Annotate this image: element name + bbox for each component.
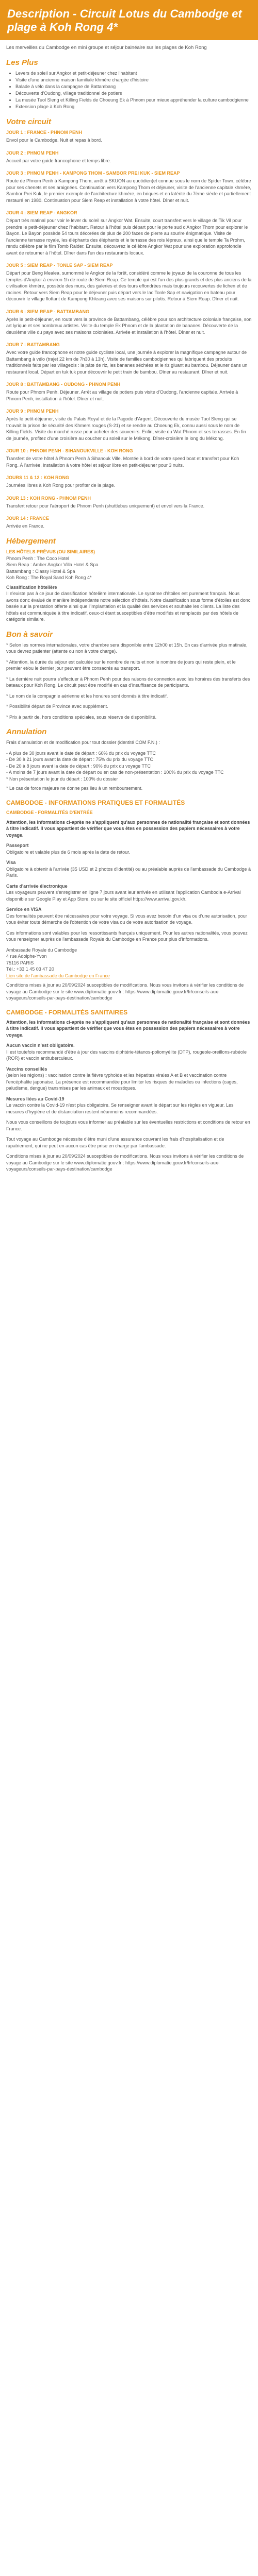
day-text: Route de Phnom Penh à Kampong Thom, arrêt à SKUON au quotidien(et connue sous le nom de Spider Town, célèbre pour ses chenets et ses araignées. Continuation vers Kampong Thom et déjeuner, visite de l'ancienne capitale khmère, Sambor Prei Kuk, le premier exemple de l'architecture khmère, en briques et en latérite du 7ème siècle et partiellement restauré en 1980. Continuation pour Siem Reap et installation à votre hôtel. Dîner et nuit. [6,178,251,203]
day-item [6,474,252,489]
hotel-line: Battambang : Classy Hotel & Spa [6,568,75,574]
hebergement-heading: Hébergement [6,536,56,546]
passport-title: Passeport [6,843,29,848]
day-text: Arrivée en France. [6,523,45,529]
day-item [6,210,252,256]
assurance-text: Tout voyage au Cambodge nécessite d'être muni d'une assurance couvrant les frais d'hospitalisation et de rapatriement, qui ne peut en aucun cas être prise en charge par l'ambassade. [6,1137,224,1148]
plus-heading: Les Plus [6,58,38,67]
plus-item: • Balade à vélo dans la campagne de Battambang [15,83,252,90]
classification-text: Il n'existe pas à ce jour de classification hôtelière internationale. Le système d'étoiles est purement français. Nous avons donc évalué de manière indépendante notre sélection d'hôtels. Notre classification sous forme d'étoiles est donc basée sur la prestation offerte ainsi que l'implantation et la qualité des services et souhaite les clients. La liste des hôtels est communiquée à titre indicatif, ceux-ci étant susceptibles d'être modifiés et remplacés par des hôtels de catégorie similaire. [6,591,251,622]
day-text: Départ pour Beng Mealea, surnommé le Angkor de la forêt, considéré comme le joyaux de la couronne de tous les temples d'Angkor à environ 1h de route de Siem Reap. Ce temple qui est l'un des plus grands et des plus anciens de la civilisation khmère, possède des murs, des galeries et des tours effondrées mais toujours recouvertes de lichen et de racines. Retour vers Siem Reap pour le déjeuner puis départ vers le lac Tonle Sap et navigation en bateau pour découvrir le village flottant de Kampong Khleang avec ses maisons sur pilotis. Retour à Siem Reap. Dîner et nuit. [6,270,252,301]
classification-title: Classification hôtelière [6,584,57,590]
day-title: JOUR 14 : FRANCE [6,516,50,521]
bonasavoir-item: * Le nom de la compagnie aérienne et les horaires sont donnés à titre indicatif. [6,693,168,699]
day-text: Route pour Phnom Penh. Déjeuner. Arrêt au village de potiers puis visite d'Oudong, l'ancienne capitale. Arrivée à Phnom Penh, installation à l'hôtel. Dîner et nuit. [6,389,238,401]
day-item [6,129,252,144]
plus-item: • Levers de soleil sur Angkor et petit-déjeuner chez l'habitant [15,70,252,77]
evisa-title: Carte d'arrivée électronique [6,883,68,889]
day-item [6,408,252,442]
annulation-item: - De 30 à 21 jours avant la date de départ : 75% du prix du voyage TTC [6,757,154,762]
day-text: Envol pour le Cambodge. Nuit et repas à bord. [6,138,102,143]
day-item [6,170,252,204]
plus-item: • Extension plage à Koh Rong [15,104,252,110]
annulation-item: * Non présentation le jour du départ : 100% du dossier [6,776,118,782]
service-text: Des formalités peuvent être nécessaires pour votre voyage. Si vous avez besoin d'un visa ou d'une autorisation, pour vous éviter toute démarche de l'obtention de votre visa ou de votre autorisation de voyage. [6,913,247,925]
ambassade-city: 75116 PARIS [6,960,34,965]
intro-text: Les merveilles du Cambodge en mini groupe et séjour balnéaire sur les plages de Koh Rong [6,45,207,50]
sanitaires-conditions: Conditions mises à jour au 20/09/2024 susceptibles de modifications. Nous vous invitons à vérifier les conditions de voyage au Cambodge sur le site www.diplomatie.gouv.fr : https://www.diplomatie.gouv.fr/fr/conseils-aux-voyageurs/conseils-par-pays-destination/cambodge [6,1154,244,1172]
day-title: JOUR 8 : BATTAMBANG - OUDONG - PHNOM PENH [6,382,121,387]
day-text: Après le petit-déjeuner, en route vers la province de Battambang, célèbre pour son architecture coloniale française, son art lyrique et ses nombreux artistes. Visite du temple Ek Phnom et de la plantation de bananes. Découverte de la deuxième ville du pays avec ses maisons coloniales. Arrivée et installation à l'hôtel. Dîner et nuit. [6,316,252,335]
day-title: JOUR 3 : PHNOM PENH - KAMPONG THOM - SAMBOR PREI KUK - SIEM REAP [6,171,180,176]
bonasavoir-item: * La dernière nuit pourra s'effectuer à Phnom Penh pour des raisons de connexion avec les horaires des transferts des bateaux pour Koh Rong. Le circuit peut être modifié en cas d'insuffisance de participants. [6,676,250,688]
sanitaires-heading: CAMBODGE - FORMALITÉS SANITAIRES [6,1008,128,1016]
day-item [6,448,252,468]
hotel-line: Koh Rong : The Royal Sand Koh Rong 4* [6,575,92,580]
day-text: Transfert retour pour l'aéroport de Phnom Penh (shuttlebus uniquement) et envol vers la France. [6,503,205,509]
day-title: JOUR 7 : BATTAMBANG [6,342,60,347]
annulation-item: - A moins de 7 jours avant la date de départ ou en cas de non-présentation : 100% du prix du voyage TTC [6,770,224,775]
plus-item: • La musée Tuol Sleng et Killing Fields de Choeung Ek à Phnom peur mieux appréhender la culture cambodgienne [15,97,252,104]
visa-title: Visa [6,860,16,865]
hotels-subheading: LES HÔTELS PRÉVUS (OU SIMILAIRES) [6,549,95,554]
plus-item: • Découverte d'Oudong, village traditionnel de potiers [15,90,252,97]
day-text: Journées libres à Koh Rong pour profiter de la plage. [6,483,116,488]
day-item [6,342,252,375]
day-text: Accueil par votre guide francophone et temps libre. [6,158,111,163]
annulation-item: - De 20 à 8 jours avant la date de départ : 90% du prix du voyage TTC [6,763,151,769]
day-text: Avec votre guide francophone et notre guide cycliste local, une journée à explorer la magnifique campagne autour de Battambang à vélo (trajet 22 km de 7h30 à 13h). Visite de familles cambodgiennes qui fabriquent des produits traditionnels faits par les villageois : la pâte de riz, les bananes séchées et le riz gluant au bambou. Déjeuner dans un restaurant local. Départ en tuk tuk pour découvrir le petit train de bambou. Dîner au restaurant. Dîner et nuit. [6,350,248,375]
bonasavoir-item: * Prix à partir de, hors conditions spéciales, sous réserve de disponibilité. [6,714,157,720]
content [0,40,258,1183]
bonasavoir-item: * Attention, la durée du séjour est calculée sur le nombre de nuits et non le nombre de jours qui reste plein, et le premier et/ou le dernier jour peuvent être consacrés au transport. [6,659,236,671]
covid-text: Le vaccin contre la Covid-19 n'est plus obligatoire. Se renseigner avant le départ sur les règles en vigueur. Les mesures d'hygiène et de distanciation restent néanmoins recommandées. [6,1103,234,1114]
hotel-line: Phnom Penh : The Coco Hotel [6,555,69,561]
day-title: JOUR 6 : SIEM REAP - BATTAMBANG [6,309,90,314]
plus-list [6,70,252,110]
day-text: Départ très matinal pour voir le lever du soleil sur Angkor Wat. Ensuite, court transfert vers le village de Tik Vil pour prendre le petit-déjeuner chez l'habitant. Retour à l'hôtel puis départ pour le porte sud d'Angkor Thom pour explorer le Bayon. Le Bayon possède 54 tours décorées de plus de 200 faces de pierre au sourire énigmatique. Visite de l'ancienne terrasse royale, les éléphants des éléphants et le terrasse des rois lépreux, ainsi que le temple Ta Prohm, rendu célèbre par le film Tomb Raider. Ensuite, découvrez le célèbre Angkor Wat pour une exploration approfondie avant de retourner à l'hôtel. Dîner dans l'un des restaurants locaux. [6,218,248,256]
ambassade-title: Ambassade Royale du Cambodge [6,947,77,953]
vaccins-text: Il est toutefois recommandé d'être à jour des vaccins diphtérie-tétanos-poliomyélite (DTP), rougeole-oreillons-rubéole (ROR) et vaccin antituberculeux. [6,1049,247,1061]
day-title: JOUR 13 : KOH RONG - PHNOM PENH [6,495,91,501]
formalites-conditions: Conditions mises à jour au 20/09/2024 susceptibles de modifications. Nous vous invitons à vérifier les conditions de voyage au Cambodge sur le site www.diplomatie.gouv.fr : https://www.diplomatie.gouv.fr/fr/conseils-aux-voyageurs/conseils-par-pays-destination/cambodge [6,982,244,1001]
vaccins-conseilles-text: (selon les régions) : vaccination contre la fièvre typhoïde et les hépatites virales A et B et vaccination contre l'encéphalite japonaise. La présence est recommandée pour limiter les risques de maladies ou infections (cages, paludisme, dengue) transmises par les animaux et moustiques. [6,1073,238,1091]
formalites-subheading: CAMBODGE - FORMALITÉS D'ENTRÉE [6,809,93,815]
annulation-item: - A plus de 30 jours avant le date de départ : 60% du prix du voyage TTC [6,750,156,756]
visa-text: Obligatoire à obtenir à l'arrivée (35 USD et 2 photos d'identité) ou au préalable auprès de l'ambassade du Cambodge à Paris. [6,866,251,878]
day-title: JOUR 9 : PHNOM PENH [6,409,59,414]
day-item [6,150,252,164]
day-title: JOUR 4 : SIEM REAP - ANGKOR [6,210,77,215]
day-item [6,309,252,336]
ambassade-link[interactable]: Lien site de l'ambassade du Cambodge en France [6,973,110,978]
page [0,0,258,1183]
day-text: Après le petit-déjeuner, visite du Palais Royal et de la Pagode d'Argent. Découverte du musée Tuol Sleng qui se trouvait la prison de sécurité des Khmers rouges (S-21) et se rendre au Choeung Ek, connu aussi sous le nom de Killing Fields. Visite du marché russe pour acheter des souvenirs. Enfin, visite du Wat Phnom et ses terrasses. En fin de journée, profitez d'une croisière au coucher du soleil sur le Mékong. Dîner-croisière le long du Mékong. [6,416,246,441]
service-title: Service en VISA [6,907,42,912]
hotel-line: Siem Reap : Amber Angkor Villa Hotel & Spa [6,562,99,567]
formalites-heading: CAMBODGE - INFORMATIONS PRATIQUES ET FORMALITÉS [6,799,185,806]
day-item [6,381,252,402]
passport-text: Obligatoire et valable plus de 6 mois après la date de retour. [6,849,131,855]
circuit-heading: Votre circuit [6,117,51,126]
sanitaires-warning: Attention, les informations ci-après ne s'appliquent qu'aux personnes de nationalité française et sont données à titre indicatif. Il vous appartient de vérifier que vous êtes en possession des papiers nécessaires à votre voyage. [6,1019,250,1038]
bonasavoir-item: * Possibilité départ de Province avec supplément. [6,704,108,709]
day-title: JOUR 2 : PHNOM PENH [6,150,59,156]
ambassade-phone: Tél.: +33 1 45 03 47 20 [6,967,54,972]
annulation-intro: Frais d'annulation et de modification pour tout dossier (identité COM F.N.) : [6,740,160,745]
day-title: JOUR 5 : SIEM REAP - TONLE SAP - SIEM REAP [6,263,113,268]
day-item [6,262,252,302]
day-title: JOURS 11 & 12 : KOH RONG [6,475,70,480]
day-item [6,515,252,530]
annulation-heading: Annulation [6,727,47,736]
contact-text: Ces informations sont valables pour les ressortissants français uniquement. Pour les autres nationalités, vous pouvez vous renseigner auprès de l'ambassade Royale du Cambodge en France pour plus d'informations. [6,930,248,942]
vaccins-title: Aucun vaccin n'est obligatoire. [6,1043,75,1048]
covid-title: Mesures liées au Covid-19 [6,1096,64,1101]
page-title: Description - Circuit Lotus du Cambodge et plage à Koh Rong 4* [0,0,258,40]
day-item [6,495,252,510]
day-title: JOUR 10 : PHNOM PENH - SIHANOUKVILLE - KOH RONG [6,448,133,453]
annulation-note: * Le cas de force majeure ne donne pas lieu à un remboursement. [6,786,143,791]
ambassade-address: 4 rue Adolphe-Yvon [6,954,47,959]
day-text: Transfert de votre hôtel à Phnom Penh à Sihanouk Ville. Montée à bord de votre speed boat et transfert pour Koh Rong. À l'arrivée, installation à votre hôtel et séjour libre en petit-déjeuner pour 3 nuits. [6,456,239,468]
plus-item: • Visite d'une ancienne maison familiale khmère chargée d'histoire [15,77,252,83]
day-title: JOUR 1 : FRANCE - PHNOM PENH [6,130,83,135]
risques-text: Nous vous conseillons de toujours vous informer au préalable sur les éventuelles restrictions et conditions de retour en France. [6,1120,250,1131]
vaccins-conseilles-title: Vaccins conseillés [6,1066,47,1072]
formalites-warning: Attention, les informations ci-après ne s'appliquent qu'aux personnes de nationalité française et sont données à titre indicatif. Il vous appartient de vérifier que vous êtes en possession des papiers nécessaires à votre voyage. [6,819,250,838]
bonasavoir-heading: Bon à savoir [6,630,53,639]
bonasavoir-item: * Selon les normes internationales, votre chambre sera disponible entre 12h00 et 15h. En cas d'arrivée plus matinale, vous devrez patienter (attente ou non à votre charge). [6,642,248,654]
evisa-text: Les voyageurs peuvent s'enregistrer en ligne 7 jours avant leur arrivée en utilisant l'application Cambodia e-Arrival disponible sur Google Play et App Store, ou sur le site officiel https://www.arrival.gov.kh. [6,890,241,902]
